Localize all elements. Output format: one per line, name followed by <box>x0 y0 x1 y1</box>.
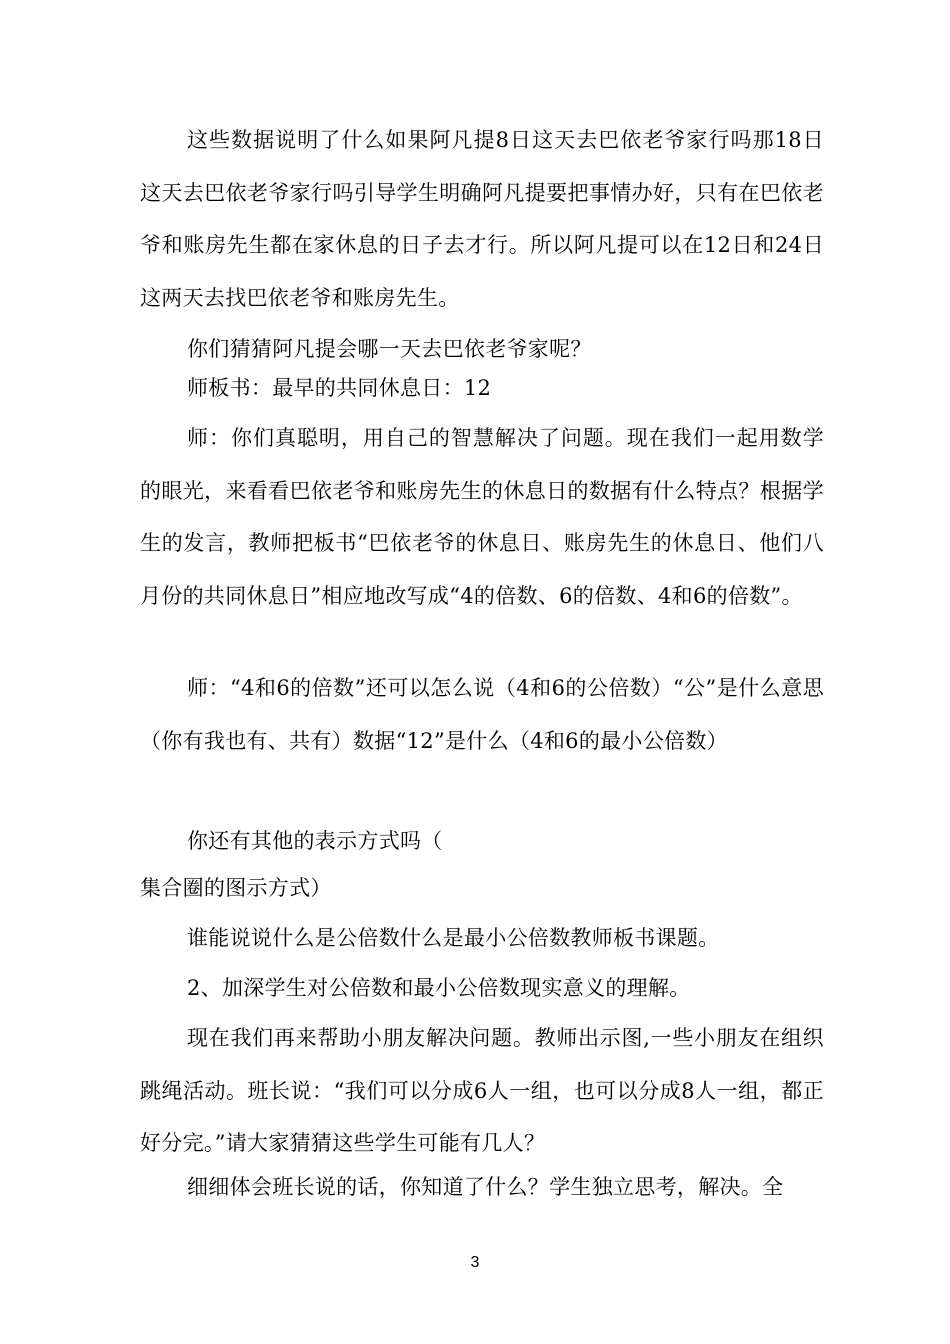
page-number: 3 <box>470 1254 480 1271</box>
paragraph-define-terms: 谁能说说什么是公倍数什么是最小公倍数教师板书课题。 <box>187 926 720 950</box>
paragraph-board-earliest: 师板书：最早的共同休息日：12 <box>187 376 492 400</box>
paragraph-other-representation: 你还有其他的表示方式吗（ <box>187 829 443 853</box>
paragraph-data-analysis: 这些数据说明了什么如果阿凡提8日这天去巴依老爷家行吗那18日这天去巴依老爷家行吗引导学生明确阿凡提要把事情办好，只有在巴依老爷和账房先生都在家休息的日子去才行。所以阿凡提可以在12日和24日这两天去找巴依老爷和账房先生。 <box>140 128 824 310</box>
paragraph-monitor-words: 细细体会班长说的话，你知道了什么？学生独立思考，解决。全 <box>187 1175 784 1199</box>
paragraph-venn-diagram: 集合圈的图示方式） <box>140 876 332 900</box>
paragraph-common-multiple: 师：“4和6的倍数”还可以怎么说（4和6的公倍数）“公”是什么意思（你有我也有、共有）数据“12”是什么（4和6的最小公倍数） <box>140 676 824 753</box>
paragraph-section-2: 2、加深学生对公倍数和最小公倍数现实意义的理解。 <box>187 976 691 1000</box>
paragraph-teacher-praise: 师：你们真聪明，用自己的智慧解决了问题。现在我们一起用数学的眼光，来看看巴依老爷和账房先生的休息日的数据有什么特点？根据学生的发言，教师把板书“巴依老爷的休息日、账房先生的休息日、他们八月份的共同休息日”相应地改写成“4的倍数、6的倍数、4和6的倍数”。 <box>140 426 824 608</box>
paragraph-guess-day: 你们猜猜阿凡提会哪一天去巴依老爷家呢？ <box>187 337 592 361</box>
paragraph-jump-rope-problem: 现在我们再来帮助小朋友解决问题。教师出示图,一些小朋友在组织跳绳活动。班长说：“我们可以分成6人一组，也可以分成8人一组，都正好分完。”请大家猜猜这些学生可能有几人？ <box>140 1026 824 1155</box>
